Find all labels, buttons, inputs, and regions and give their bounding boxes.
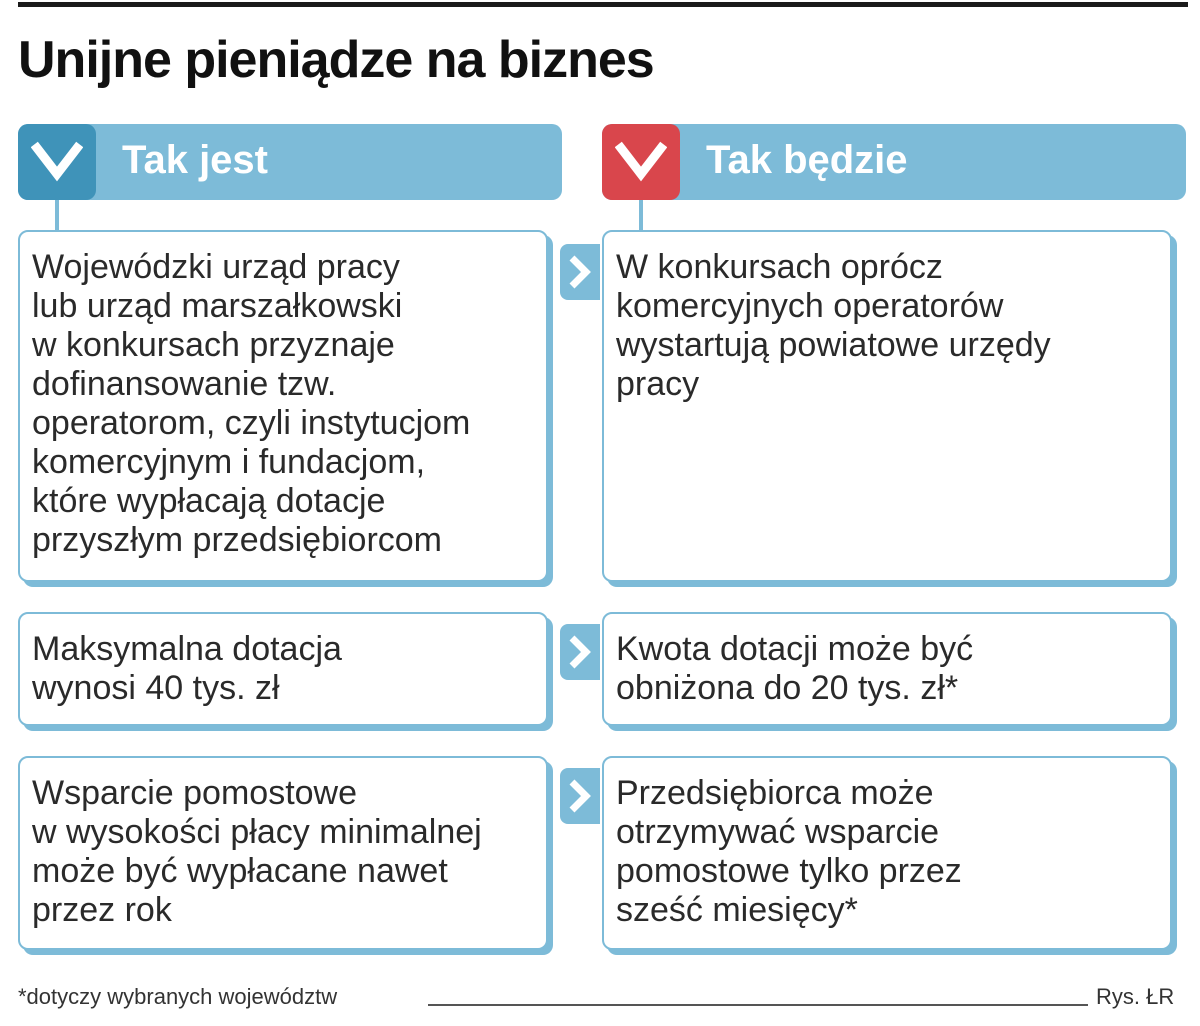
- page-title: Unijne pieniądze na biznes: [18, 31, 654, 89]
- header-label-right: Tak będzie: [706, 138, 908, 182]
- card-future-bridge-support: [602, 756, 1172, 950]
- checkmark-icon: [18, 124, 96, 200]
- header-tak-bedzie: [602, 124, 1186, 200]
- arrow-right-icon: [560, 768, 600, 824]
- arrow-right-icon: [560, 244, 600, 300]
- header-label-left: Tak jest: [122, 138, 268, 182]
- card-text: Przedsiębiorca może otrzymywać wsparcie pomostowe tylko przez sześć miesięcy*: [616, 774, 962, 929]
- card-text: Wsparcie pomostowe w wysokości płacy minimalnej może być wypłacane nawet przez rok: [32, 774, 482, 929]
- card-now-bridge-support: [18, 756, 548, 950]
- card-future-max-grant: [602, 612, 1172, 726]
- card-now-max-grant: [18, 612, 548, 726]
- credit: Rys. ŁR: [1096, 984, 1175, 1009]
- card-text: Kwota dotacji może być obniżona do 20 tys. zł*: [616, 630, 974, 707]
- arrow-right-icon: [560, 624, 600, 680]
- card-text: W konkursach oprócz komercyjnych operatorów wystartują powiatowe urzędy pracy: [616, 248, 1051, 403]
- footnote: *dotyczy wybranych województw: [18, 984, 338, 1009]
- card-text: Wojewódzki urząd pracy lub urząd marszałkowski w konkursach przyznaje dofinansowanie tzw. operatorom, czyli instytucjom komercyjnym i fundacjom, które wypłacają dotacje przyszłym przedsiębiorcom: [32, 248, 471, 559]
- top-rule: [18, 2, 1188, 7]
- card-now-operators: [18, 230, 548, 582]
- footnote-rule: [428, 1004, 1088, 1006]
- card-text: Maksymalna dotacja wynosi 40 tys. zł: [32, 630, 342, 707]
- connector-stem: [639, 200, 643, 232]
- checkmark-icon: [602, 124, 680, 200]
- connector-stem: [55, 200, 59, 232]
- header-tak-jest: [18, 124, 562, 200]
- card-future-operators: [602, 230, 1172, 582]
